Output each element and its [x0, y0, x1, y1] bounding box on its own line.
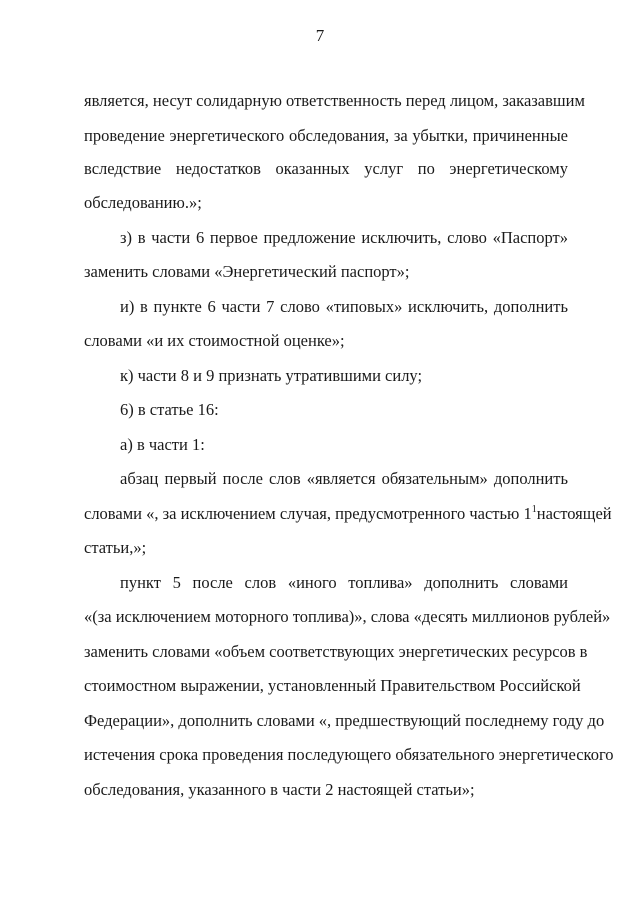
- text-line: заменить словами «Энергетический паспорт»;: [84, 262, 410, 281]
- text-line: истечения срока проведения последующего обязательного энергетического: [84, 745, 614, 764]
- text-line: «(за исключением моторного топлива)», слова «десять миллионов рублей»: [84, 607, 611, 626]
- text-line: з) в части 6 первое предложение исключить, слово «Паспорт»: [120, 228, 568, 247]
- text-fragment: словами «, за исключением случая, предусмотренного частью 1: [84, 504, 532, 523]
- text-line: статьи,»;: [84, 538, 147, 557]
- text-line: абзац первый после слов «является обязательным» дополнить: [120, 469, 568, 488]
- text-line: словами «и их стоимостной оценке»;: [84, 331, 345, 350]
- text-line: проведение энергетического обследования, за убытки, причиненные: [84, 126, 568, 145]
- text-line: 6) в статье 16:: [120, 400, 219, 419]
- text-fragment: настоящей: [536, 504, 612, 523]
- text-line: обследованию.»;: [84, 193, 202, 212]
- text-line: заменить словами «объем соответствующих энергетических ресурсов в: [84, 642, 588, 661]
- text-line: Федерации», дополнить словами «, предшествующий последнему году до: [84, 711, 605, 730]
- text-line-with-superscript: [84, 504, 612, 524]
- text-line: стоимостном выражении, установленный Правительством Российской: [84, 676, 581, 695]
- text-line: а) в части 1:: [120, 435, 205, 454]
- text-line: и) в пункте 6 части 7 слово «типовых» исключить, дополнить: [120, 297, 568, 316]
- text-line: обследования, указанного в части 2 настоящей статьи»;: [84, 780, 475, 799]
- page-number: 7: [315, 26, 325, 45]
- text-line: пункт 5 после слов «иного топлива» дополнить словами: [120, 573, 568, 592]
- text-line: вследствие недостатков оказанных услуг по энергетическому: [84, 159, 568, 178]
- text-line: является, несут солидарную ответственность перед лицом, заказавшим: [84, 91, 585, 110]
- text-line: к) части 8 и 9 признать утратившими силу;: [120, 366, 423, 385]
- superscript-number: 1: [531, 504, 537, 515]
